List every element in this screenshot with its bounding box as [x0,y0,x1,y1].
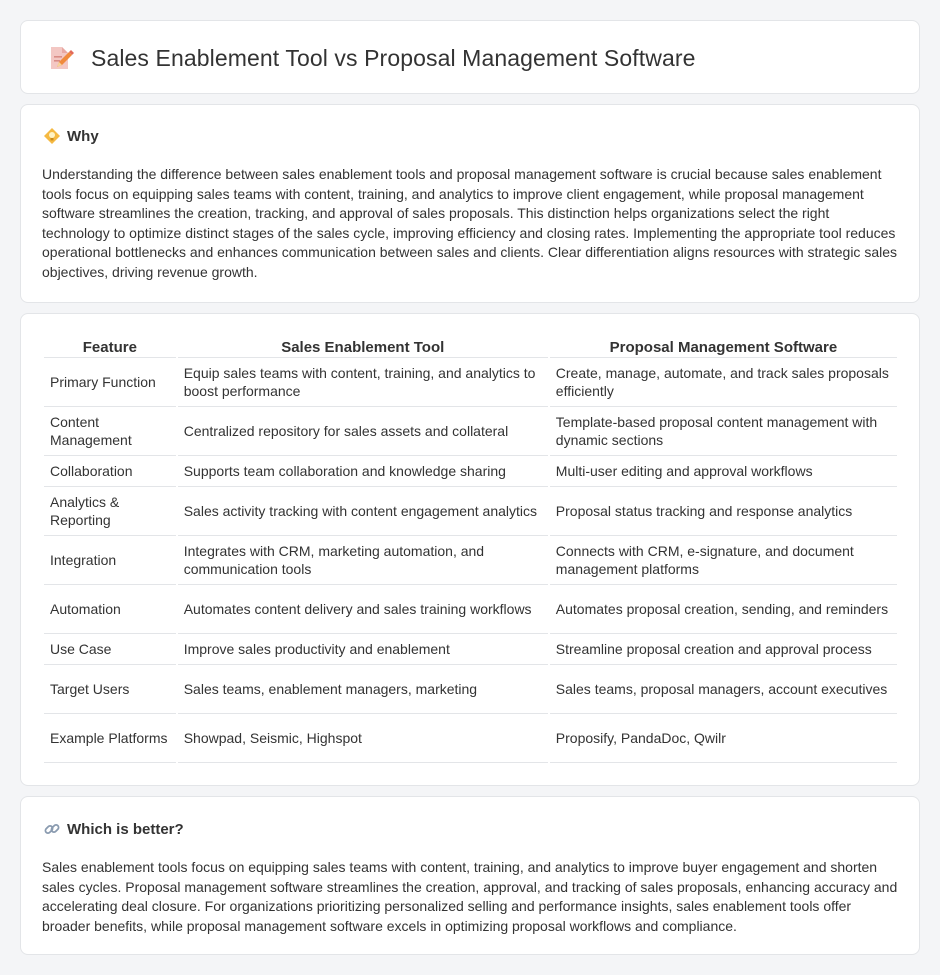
table-header-row [44,334,897,358]
feature-cell: Analytics & Reporting [44,487,176,536]
proposal-management-cell: Multi-user editing and approval workflows [550,456,897,487]
sales-enablement-cell: Integrates with CRM, marketing automation, and communication tools [178,536,548,585]
feature-cell: Use Case [44,634,176,665]
table-row [44,407,897,456]
sales-enablement-cell: Sales teams, enablement managers, marketing [178,665,548,714]
why-card [20,104,920,303]
sales-enablement-cell: Sales activity tracking with content engagement analytics [178,487,548,536]
feature-cell: Automation [44,585,176,634]
proposal-management-cell: Template-based proposal content management with dynamic sections [550,407,897,456]
link-icon [43,820,61,838]
feature-cell: Collaboration [44,456,176,487]
proposal-management-cell: Create, manage, automate, and track sales proposals efficiently [550,358,897,407]
table-row [44,665,897,714]
feature-cell: Target Users [44,665,176,714]
why-text: Understanding the difference between sales enablement tools and proposal management software is crucial because sales enablement tools focus on equipping sales teams with content, training, and analytics to improve client engagement, while proposal management software streamlines the creation, tracking, and approval of sales proposals. This distinction helps organizations select the right technology to optimize distinct stages of the sales cycle, improving efficiency and closing rates. Implementing the appropriate tool reduces operational bottlenecks and enhances communication between sales and clients. Clear differentiation aligns resources with strategic sales objectives, driving revenue growth. [42,166,898,280]
proposal-management-cell: Streamline proposal creation and approval process [550,634,897,665]
header-feature: Feature [44,334,176,358]
title-card [20,20,920,94]
comparison-card [20,313,920,786]
better-card [20,796,920,955]
proposal-management-cell: Automates proposal creation, sending, and reminders [550,585,897,634]
header-proposal-management: Proposal Management Software [550,334,897,358]
better-text: Sales enablement tools focus on equipping sales teams with content, training, and analytics to improve buyer engagement and shorten sales cycles. Proposal management software streamlines the creation, approval, and tracking of sales proposals, enhancing accuracy and accelerating deal closure. For organizations prioritizing personalized selling and performance insights, sales enablement tools offer broader benefits, while proposal management software excels in optimizing proposal workflows and compliance. [42,859,898,934]
sales-enablement-cell: Improve sales productivity and enablement [178,634,548,665]
sales-enablement-cell: Centralized repository for sales assets and collateral [178,407,548,456]
document-pencil-icon [45,43,75,73]
header-sales-enablement: Sales Enablement Tool [178,334,548,358]
proposal-management-cell: Proposal status tracking and response analytics [550,487,897,536]
proposal-management-cell: Sales teams, proposal managers, account executives [550,665,897,714]
table-row [44,536,897,585]
table-row [44,585,897,634]
proposal-management-cell: Proposify, PandaDoc, Qwilr [550,714,897,763]
sales-enablement-cell: Showpad, Seismic, Highspot [178,714,548,763]
sales-enablement-cell: Equip sales teams with content, training, and analytics to boost performance [178,358,548,407]
table-row [44,456,897,487]
lightbulb-icon [43,127,61,145]
table-row [44,634,897,665]
feature-cell: Example Platforms [44,714,176,763]
sales-enablement-cell: Supports team collaboration and knowledge sharing [178,456,548,487]
better-title: Which is better? [67,820,184,838]
better-heading [43,820,184,838]
table-row [44,714,897,763]
feature-cell: Content Management [44,407,176,456]
feature-cell: Integration [44,536,176,585]
page-title: Sales Enablement Tool vs Proposal Management Software [91,44,696,71]
why-heading [43,127,99,145]
proposal-management-cell: Connects with CRM, e-signature, and document management platforms [550,536,897,585]
feature-cell: Primary Function [44,358,176,407]
table-row [44,358,897,407]
title-row [45,43,696,73]
why-title: Why [67,127,99,145]
sales-enablement-cell: Automates content delivery and sales training workflows [178,585,548,634]
comparison-table [42,334,899,763]
table-row [44,487,897,536]
